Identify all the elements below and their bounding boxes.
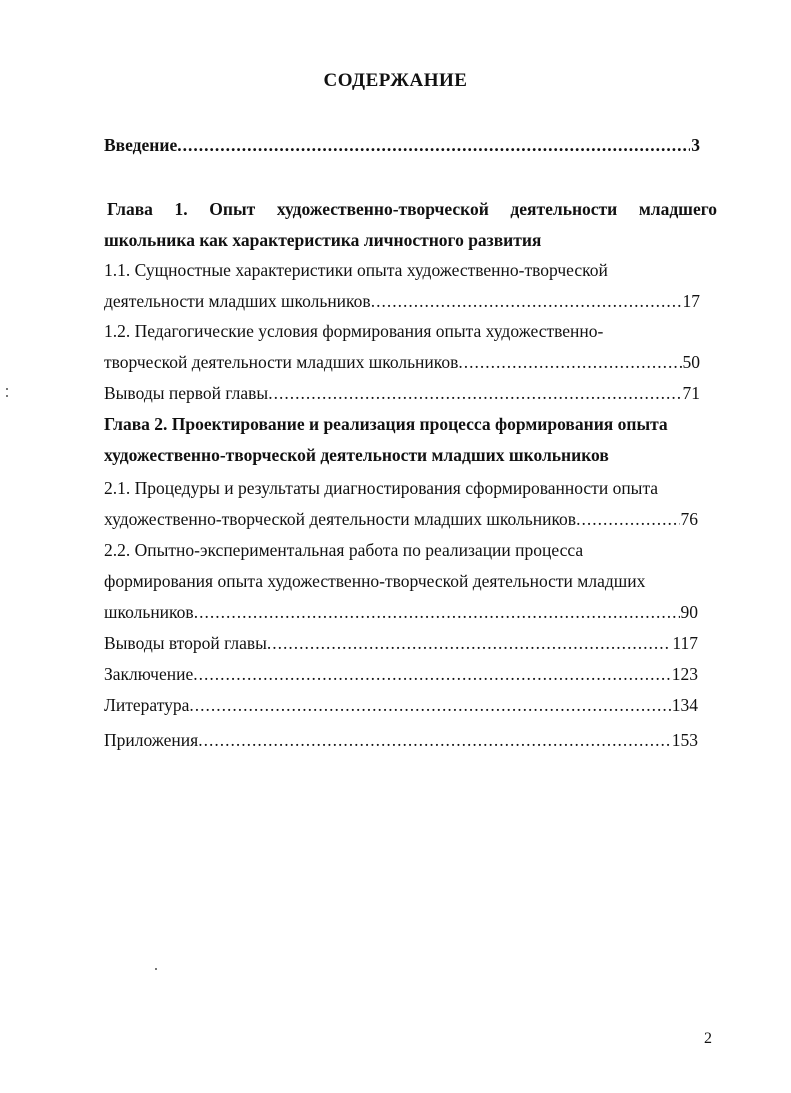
toc-entry-2-1	[104, 508, 698, 530]
toc-page: 76	[680, 509, 698, 529]
dot-leader	[189, 694, 670, 716]
toc-label: творческой деятельности младших школьников	[104, 352, 459, 372]
scan-speck	[6, 395, 8, 397]
toc-page: 134	[671, 695, 698, 715]
toc-entry-2-2	[104, 601, 698, 623]
chapter2-heading-line2: художественно-творческой деятельности младших школьников	[104, 445, 609, 465]
toc-label: Введение	[104, 135, 178, 155]
toc-entry-chapter1-conclusions	[104, 382, 700, 404]
toc-entry-2-2-line2: формирования опыта художественно-творческой деятельности младших	[104, 571, 646, 591]
toc-page: 17	[682, 291, 700, 311]
toc-label: школьников	[104, 602, 194, 622]
toc-label: Выводы первой главы	[104, 383, 269, 403]
toc-entry-1-2-line1: 1.2. Педагогические условия формирования опыта художественно-	[104, 321, 604, 341]
toc-page: 153	[671, 730, 698, 750]
toc-label: художественно-творческой деятельности младших школьников	[104, 509, 577, 529]
dot-leader	[267, 632, 671, 654]
dot-leader	[458, 351, 681, 373]
toc-entry-2-2-line1: 2.2. Опытно-экспериментальная работа по реализации процесса	[104, 540, 584, 560]
toc-label: Заключение	[104, 664, 194, 684]
page-title: СОДЕРЖАНИЕ	[323, 70, 468, 91]
toc-entry-literature	[104, 694, 698, 716]
toc-label: Литература	[104, 695, 190, 715]
toc-entry-1-1	[104, 290, 700, 312]
dot-leader	[576, 508, 679, 530]
toc-entry-conclusion	[104, 663, 698, 685]
page-number: 2	[704, 1030, 712, 1047]
scan-speck	[6, 388, 8, 390]
toc-entry-intro	[104, 134, 700, 156]
dot-leader	[268, 382, 681, 404]
toc-entry-2-1-line1: 2.1. Процедуры и результаты диагностирования сформированности опыта	[104, 478, 659, 498]
toc-page: 50	[682, 352, 700, 372]
dot-leader	[193, 663, 671, 685]
toc-label: деятельности младших школьников	[104, 291, 371, 311]
toc-page: 117	[672, 633, 698, 653]
chapter1-heading-line1: Глава 1. Опыт художественно-творческой деятельности младшего	[107, 199, 717, 219]
toc-label: Выводы второй главы	[104, 633, 267, 653]
toc-label: Приложения	[104, 730, 199, 750]
toc-page: 123	[671, 664, 698, 684]
scan-speck	[155, 968, 157, 970]
toc-entry-1-2	[104, 351, 700, 373]
chapter1-heading-line2: школьника как характеристика личностного развития	[104, 230, 542, 250]
toc-page: 90	[680, 602, 698, 622]
toc-page: 71	[682, 383, 700, 403]
toc-page: 3	[691, 135, 700, 155]
toc-entry-1-1-line1: 1.1. Сущностные характеристики опыта художественно-творческой	[104, 260, 608, 280]
dot-leader	[198, 729, 671, 751]
dot-leader	[371, 290, 682, 312]
chapter2-heading-line1: Глава 2. Проектирование и реализация процесса формирования опыта	[104, 414, 668, 434]
dot-leader	[177, 134, 690, 156]
dot-leader	[194, 601, 680, 623]
toc-entry-chapter2-conclusions	[104, 632, 698, 654]
toc-entry-appendices	[104, 729, 698, 751]
